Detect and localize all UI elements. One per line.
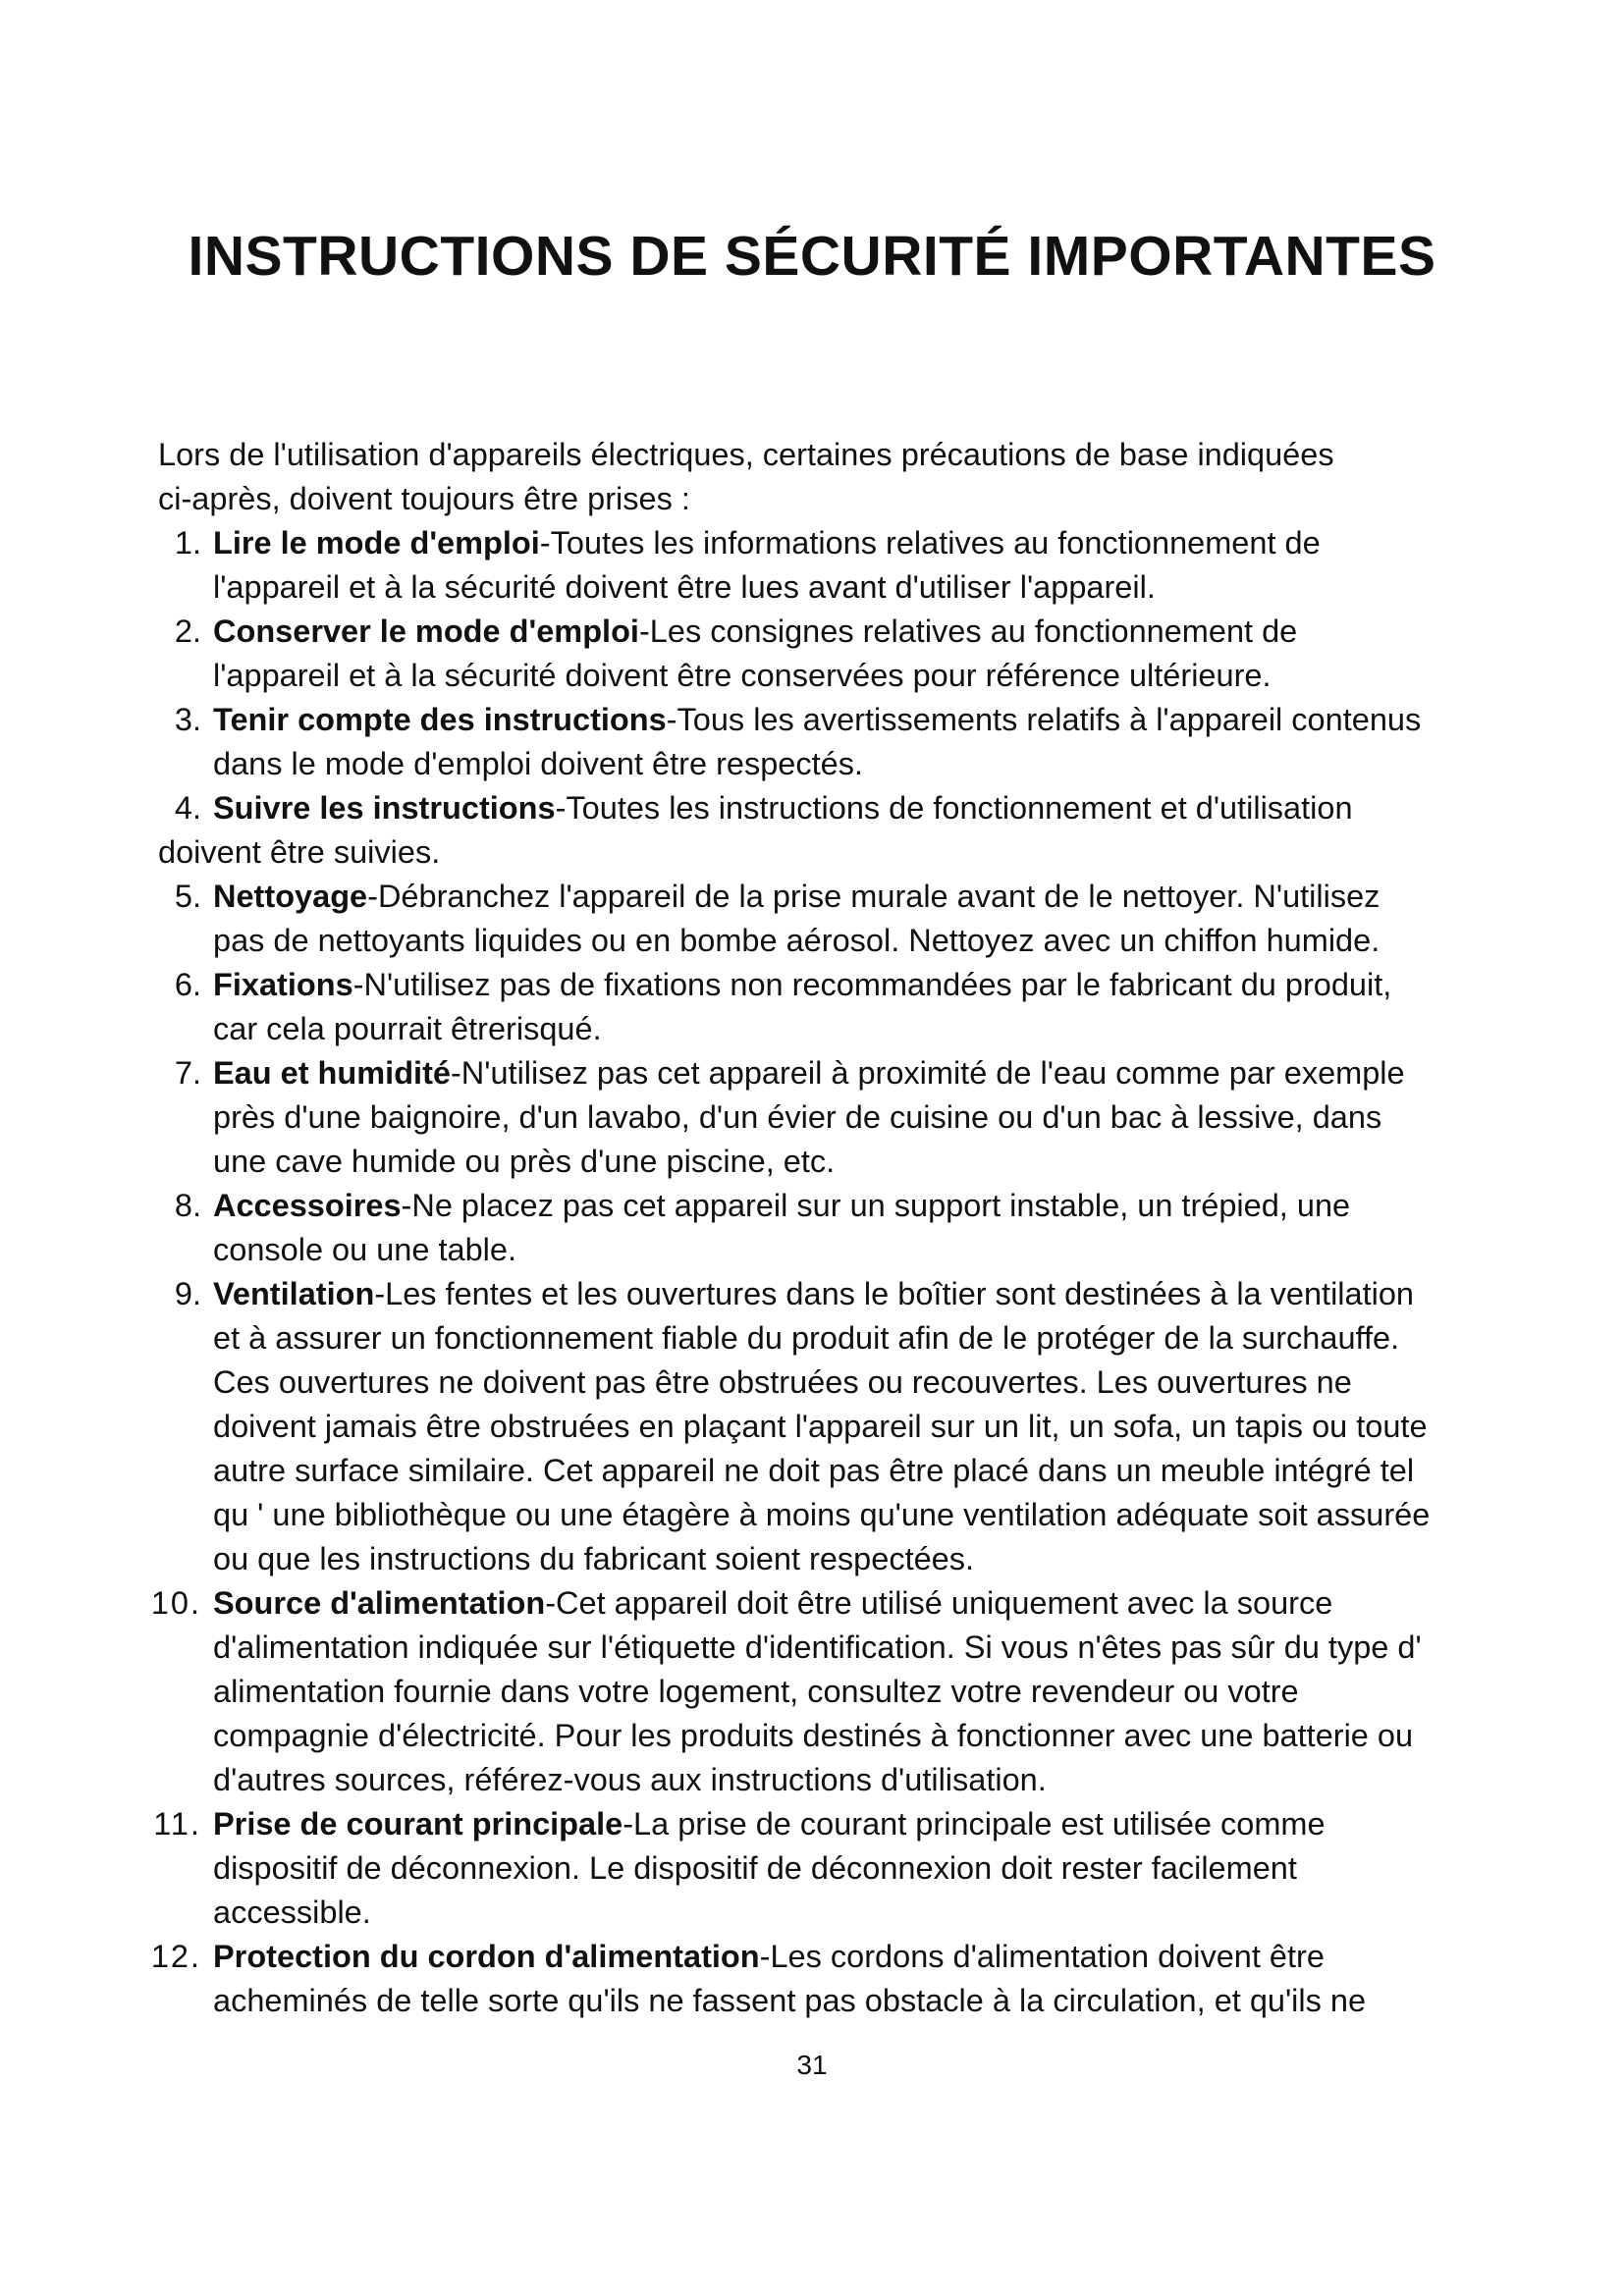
intro-line: ci-après, doivent toujours être prises : [158, 481, 690, 516]
item-keyword: Protection du cordon d'alimentation [213, 1939, 760, 1974]
item-keyword: Tenir compte des instructions [213, 702, 667, 737]
item-description: -Toutes les instructions de fonctionnement et d'utilisation [555, 790, 1353, 826]
item-continuation-line: dans le mode d'emploi doivent être respectés. [213, 746, 863, 781]
instruction-item [0, 786, 1624, 875]
item-continuation-line: qu ' une bibliothèque ou une étagère à moins qu'une ventilation adéquate soit assurée [213, 1497, 1431, 1532]
item-first-line [213, 1581, 1489, 1626]
item-keyword: Eau et humidité [213, 1055, 451, 1091]
item-first-line [213, 521, 1489, 565]
instruction-item [0, 1272, 1624, 1581]
item-description: -N'utilisez pas de fixations non recommandées par le fabricant du produit, [352, 967, 1392, 1002]
item-text [0, 610, 1489, 698]
item-number: 1. [174, 525, 201, 561]
item-first-line [213, 963, 1489, 1007]
item-continuation-line: alimentation fournie dans votre logement, consultez votre revendeur ou votre [213, 1674, 1299, 1709]
item-text [0, 1581, 1489, 1802]
item-continuation-line: car cela pourrait êtrerisqué. [213, 1011, 602, 1046]
item-number: 3. [174, 702, 201, 737]
item-number: 9. [174, 1276, 201, 1311]
item-continuation-line: console ou une table. [213, 1232, 516, 1267]
item-text [0, 1802, 1489, 1935]
item-continuation-line: l'appareil et à la sécurité doivent être conservées pour référence ultérieure. [213, 658, 1272, 693]
page-title: INSTRUCTIONS DE SÉCURITÉ IMPORTANTES [188, 225, 1436, 288]
safety-instructions-list [0, 521, 1624, 2023]
item-text [0, 1184, 1489, 1272]
intro-line: Lors de l'utilisation d'appareils électriques, certaines précautions de base indiquées [158, 437, 1334, 472]
item-description: -Les cordons d'alimentation doivent être [759, 1939, 1325, 1974]
item-continuation-line: doivent jamais être obstruées en plaçant l'appareil sur un lit, un sofa, un tapis ou toute [213, 1409, 1428, 1444]
instruction-item [0, 1581, 1624, 1802]
item-description: -Débranchez l'appareil de la prise murale avant de le nettoyer. N'utilisez [367, 879, 1380, 914]
instruction-item [0, 1935, 1624, 2023]
item-description: -Tous les avertissements relatifs à l'appareil contenus [666, 702, 1422, 737]
instruction-item [0, 1802, 1624, 1935]
item-number: 8. [174, 1188, 201, 1223]
instruction-item [0, 963, 1624, 1051]
item-number: 4. [174, 790, 201, 826]
item-first-line [213, 698, 1489, 742]
item-description: -Toutes les informations relatives au fonctionnement de [539, 525, 1321, 561]
item-continuation-line: l'appareil et à la sécurité doivent être lues avant d'utiliser l'appareil. [213, 569, 1156, 605]
page-number: 31 [796, 2050, 828, 2080]
item-first-line [213, 1935, 1489, 1979]
item-continuation-line: autre surface similaire. Cet appareil ne doit pas être placé dans un meuble intégré tel [213, 1453, 1415, 1488]
item-number: 7. [174, 1055, 201, 1091]
item-continuation-line: Ces ouvertures ne doivent pas être obstruées ou recouvertes. Les ouvertures ne [213, 1364, 1352, 1400]
item-number: 5. [174, 879, 201, 914]
item-continuation-line: acheminés de telle sorte qu'ils ne fassent pas obstacle à la circulation, et qu'ils ne [213, 1983, 1367, 2018]
item-first-line [213, 1272, 1489, 1316]
item-description: -Les consignes relatives au fonctionnement de [638, 614, 1298, 649]
instruction-item [0, 610, 1624, 698]
item-first-line [213, 610, 1489, 654]
item-number: 2. [174, 614, 201, 649]
item-description: -Ne placez pas cet appareil sur un support instable, un trépied, une [401, 1188, 1351, 1223]
item-continuation-line: accessible. [213, 1895, 371, 1930]
item-continuation-line: compagnie d'électricité. Pour les produits destinés à fonctionner avec une batterie ou [213, 1718, 1414, 1753]
item-keyword: Lire le mode d'emploi [213, 525, 540, 561]
item-number: 11. [153, 1806, 201, 1842]
item-description: -La prise de courant principale est utilisée comme [623, 1806, 1326, 1842]
item-continuation-line: d'alimentation indiquée sur l'étiquette d'identification. Si vous n'êtes pas sûr du type d' [213, 1629, 1422, 1665]
item-continuation-line: près d'une baignoire, d'un lavabo, d'un évier de cuisine ou d'un bac à lessive, dans [213, 1099, 1382, 1135]
instruction-item [0, 698, 1624, 786]
item-number: 10. [150, 1585, 201, 1621]
item-text [0, 521, 1489, 610]
item-first-line [213, 786, 1489, 830]
item-continuation-line: dispositif de déconnexion. Le dispositif de déconnexion doit rester facilement [213, 1850, 1297, 1886]
item-continuation-line: une cave humide ou près d'une piscine, etc. [213, 1144, 836, 1179]
item-keyword: Fixations [213, 967, 353, 1002]
item-text [0, 963, 1489, 1051]
item-keyword: Conserver le mode d'emploi [213, 614, 639, 649]
item-number: 12. [150, 1939, 201, 1974]
item-text [0, 698, 1489, 786]
item-keyword: Prise de courant principale [213, 1806, 623, 1842]
item-continuation-line: ou que les instructions du fabricant soient respectées. [213, 1541, 975, 1576]
item-continuation-line: pas de nettoyants liquides ou en bombe aérosol. Nettoyez avec un chiffon humide. [213, 923, 1380, 958]
item-keyword: Nettoyage [213, 879, 368, 914]
instruction-item [0, 1184, 1624, 1272]
instruction-item [0, 1051, 1624, 1184]
item-continuation-line: d'autres sources, référez-vous aux instructions d'utilisation. [213, 1762, 1047, 1797]
intro-paragraph [158, 433, 1474, 521]
item-first-line [213, 1802, 1489, 1846]
item-description: -Les fentes et les ouvertures dans le boîtier sont destinées à la ventilation [374, 1276, 1415, 1311]
item-description: -N'utilisez pas cet appareil à proximité de l'eau comme par exemple [450, 1055, 1405, 1091]
item-keyword: Accessoires [213, 1188, 402, 1223]
item-keyword: Ventilation [213, 1276, 375, 1311]
item-first-line [213, 1051, 1489, 1095]
item-continuation-line: doivent être suivies. [158, 834, 441, 870]
instruction-item [0, 521, 1624, 610]
item-continuation-line: et à assurer un fonctionnement fiable du produit afin de le protéger de la surchauffe. [213, 1320, 1400, 1356]
item-keyword: Suivre les instructions [213, 790, 556, 826]
item-text [0, 1935, 1489, 2023]
item-text [0, 875, 1489, 963]
instruction-item [0, 875, 1624, 963]
item-keyword: Source d'alimentation [213, 1585, 546, 1621]
item-description: -Cet appareil doit être utilisé uniquement avec la source [545, 1585, 1333, 1621]
item-number: 6. [174, 967, 201, 1002]
item-text [0, 786, 1489, 875]
item-text [0, 1051, 1489, 1184]
item-first-line [213, 1184, 1489, 1228]
item-first-line [213, 875, 1489, 919]
item-text [0, 1272, 1489, 1581]
